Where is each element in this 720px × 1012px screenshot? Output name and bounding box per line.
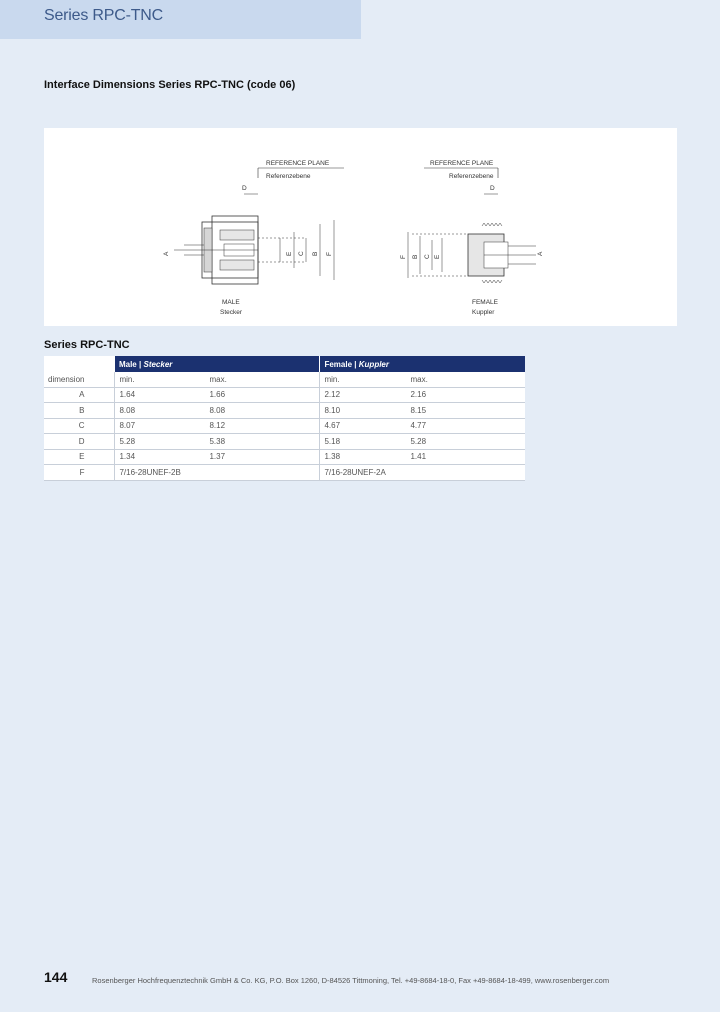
cell-female-min: 7/16-28UNEF-2A (320, 465, 407, 481)
table-row (44, 403, 525, 419)
male-header-sep: | (139, 359, 142, 369)
male-dim-d-label: D (242, 185, 247, 192)
cell-female-min: 1.38 (320, 449, 407, 465)
cell-male-max: 5.38 (205, 434, 320, 450)
cell-female-max: 1.41 (406, 449, 525, 465)
cell-male-min: 5.28 (115, 434, 206, 450)
female-dim-b-label: B (412, 254, 419, 259)
cell-female-max (406, 465, 525, 481)
interface-drawing-panel (44, 128, 677, 326)
cell-female-max: 4.77 (406, 418, 525, 434)
ref-plane-right-label: REFERENCE PLANE (430, 160, 494, 167)
female-header-label-de: Kuppler (358, 359, 389, 369)
female-connector-drawing (400, 185, 544, 316)
page-series-title: Series RPC-TNC (44, 7, 163, 24)
cell-male-min: 1.34 (115, 449, 206, 465)
table-header-blank (44, 356, 115, 372)
cell-male-min: 8.07 (115, 418, 206, 434)
ref-plane-right-label-de: Referenzebene (449, 173, 494, 180)
col-female-min-header: min. (320, 372, 407, 387)
interface-drawing (44, 128, 677, 326)
cell-male-max: 1.66 (205, 387, 320, 403)
cell-dimension: A (44, 387, 115, 403)
female-header-sep: | (354, 359, 357, 369)
cell-male-max: 8.08 (205, 403, 320, 419)
cell-dimension: B (44, 403, 115, 419)
table-title: Series RPC-TNC (44, 339, 130, 351)
female-label-de: Kuppler (472, 309, 495, 316)
cell-male-max: 1.37 (205, 449, 320, 465)
table-row (44, 418, 525, 434)
cell-male-min: 7/16-28UNEF-2B (115, 465, 206, 481)
cell-female-max: 5.28 (406, 434, 525, 450)
male-connector-drawing (163, 185, 334, 316)
cell-female-max: 2.16 (406, 387, 525, 403)
cell-male-min: 8.08 (115, 403, 206, 419)
cell-male-min: 1.64 (115, 387, 206, 403)
page-number: 144 (44, 969, 68, 985)
table-header-male (115, 356, 320, 372)
footer-text: Rosenberger Hochfrequenztechnik GmbH & Co. KG, P.O. Box 1260, D-84526 Tittmoning, Tel. +49-8684-18-0, Fax +49-8684-18-499, www.rosenberger.com (92, 976, 610, 985)
table-group-header (44, 356, 525, 372)
col-male-max-header: max. (205, 372, 320, 387)
cell-female-min: 2.12 (320, 387, 407, 403)
female-dim-d-label: D (490, 185, 495, 192)
male-header-label-de: Stecker (143, 359, 173, 369)
cell-male-max: 8.12 (205, 418, 320, 434)
cell-dimension: E (44, 449, 115, 465)
table-header-female (320, 356, 525, 372)
cell-female-max: 8.15 (406, 403, 525, 419)
col-dimension-header: dimension (44, 372, 115, 387)
female-dim-c-label: C (424, 254, 431, 259)
male-label: MALE (222, 299, 240, 306)
table-row (44, 387, 525, 403)
male-dim-a-label: A (163, 251, 170, 256)
table-row (44, 449, 525, 465)
female-label: FEMALE (472, 299, 499, 306)
male-dim-f-label: F (326, 252, 333, 256)
male-dim-c-label: C (298, 251, 305, 256)
cell-female-min: 5.18 (320, 434, 407, 450)
col-female-max-header: max. (406, 372, 525, 387)
ref-plane-left-label: REFERENCE PLANE (266, 160, 330, 167)
female-header-label: Female (324, 359, 353, 369)
male-dim-b-label: B (312, 251, 319, 256)
female-dim-f-label: F (400, 255, 407, 259)
male-header-label: Male (118, 359, 137, 369)
cell-dimension: D (44, 434, 115, 450)
male-dim-e-label: E (286, 251, 293, 256)
dimension-table (44, 356, 525, 481)
female-dim-a-label: A (537, 251, 544, 256)
cell-female-min: 8.10 (320, 403, 407, 419)
section-heading: Interface Dimensions Series RPC-TNC (code 06) (44, 79, 296, 91)
cell-dimension: F (44, 465, 115, 481)
male-label-de: Stecker (220, 309, 243, 316)
col-male-min-header: min. (115, 372, 206, 387)
cell-female-min: 4.67 (320, 418, 407, 434)
table-row (44, 434, 525, 450)
female-dim-e-label: E (434, 254, 441, 259)
table-row (44, 465, 525, 481)
cell-dimension: C (44, 418, 115, 434)
table-subheader-row (44, 372, 525, 387)
cell-male-max (205, 465, 320, 481)
ref-plane-left-label-de: Referenzebene (266, 173, 311, 180)
